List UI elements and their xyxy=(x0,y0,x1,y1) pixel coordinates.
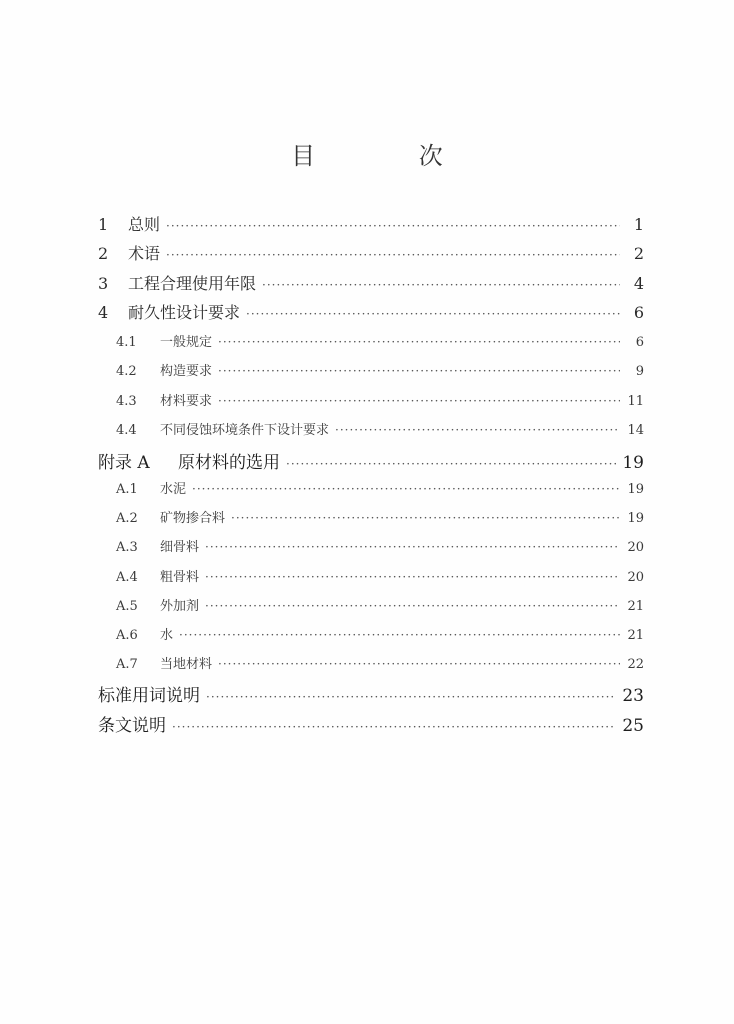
toc-entry-number: A.3 xyxy=(116,540,138,555)
toc-entry-number: A.2 xyxy=(116,511,138,526)
toc-entry-page: 11 xyxy=(627,394,644,409)
toc-entry-label: 材料要求 xyxy=(160,394,213,409)
toc-entry[interactable] xyxy=(116,390,644,412)
toc-entry-number: A.6 xyxy=(116,628,138,643)
dot-leader xyxy=(166,249,620,261)
toc-entry[interactable] xyxy=(116,595,644,617)
dot-leader xyxy=(205,571,620,583)
toc-entry-page: 19 xyxy=(627,482,644,497)
toc-entry-page: 4 xyxy=(633,274,644,293)
dot-leader xyxy=(192,483,620,495)
dot-leader xyxy=(231,512,620,524)
toc-entry-number: A.7 xyxy=(116,657,138,672)
toc-entry-number: 4.2 xyxy=(116,364,137,379)
toc-entry-page: 25 xyxy=(622,716,644,736)
toc-entry-page: 20 xyxy=(627,570,644,585)
toc-entry-page: 1 xyxy=(633,215,644,234)
toc-entry-label: 矿物掺合料 xyxy=(160,511,226,526)
toc-entry-label: 标准用词说明 xyxy=(98,686,200,706)
toc-entry-page: 19 xyxy=(622,453,644,473)
dot-leader xyxy=(172,721,616,733)
dot-leader xyxy=(218,395,620,407)
dot-leader xyxy=(335,424,620,436)
dot-leader xyxy=(218,658,620,670)
dot-leader xyxy=(218,365,620,377)
dot-leader xyxy=(166,220,620,232)
toc-entry-label: 术语 xyxy=(128,244,161,263)
toc-entry-page: 14 xyxy=(627,423,644,438)
toc-entry-number: 2 xyxy=(98,244,109,263)
toc-entry-label: 工程合理使用年限 xyxy=(128,274,257,293)
toc-entry[interactable] xyxy=(116,360,644,382)
toc-entry-number: 4.3 xyxy=(116,394,137,409)
toc-entry-label: 外加剂 xyxy=(160,599,200,614)
toc-entry-label: 耐久性设计要求 xyxy=(128,303,241,322)
toc-entry[interactable] xyxy=(98,711,644,736)
toc-entry-number: 3 xyxy=(98,274,109,293)
dot-leader xyxy=(205,541,620,553)
dot-leader xyxy=(262,279,620,291)
toc-entry-page: 19 xyxy=(627,511,644,526)
dot-leader xyxy=(286,458,616,470)
toc-entry-label: 一般规定 xyxy=(160,335,213,350)
toc-entry[interactable] xyxy=(98,212,644,234)
toc-entry[interactable] xyxy=(116,331,644,353)
toc-entry[interactable] xyxy=(98,300,644,322)
toc-entry[interactable] xyxy=(116,478,644,500)
toc-entry[interactable] xyxy=(116,536,644,558)
toc-entry-page: 22 xyxy=(627,657,644,672)
toc-entry-number: A.5 xyxy=(116,599,138,614)
toc-entry-label: 水泥 xyxy=(160,482,187,497)
toc-entry-page: 20 xyxy=(627,540,644,555)
toc-entry[interactable] xyxy=(116,507,644,529)
toc-entry[interactable] xyxy=(98,241,644,263)
page-title: 目 次 xyxy=(291,142,491,170)
toc-entry-number: 4.4 xyxy=(116,423,137,438)
toc-entry[interactable] xyxy=(116,419,644,441)
toc-entry-number: 4 xyxy=(98,303,109,322)
toc-entry-number: 1 xyxy=(98,215,109,234)
toc-entry-page: 9 xyxy=(635,364,644,379)
toc-entry-label: 总则 xyxy=(128,215,161,234)
toc-entry-number: 附录 A xyxy=(98,453,150,473)
toc-entry-label: 不同侵蚀环境条件下设计要求 xyxy=(160,423,330,438)
toc-entry-page: 21 xyxy=(627,599,644,614)
dot-leader xyxy=(218,336,620,348)
toc-entry-number: 4.1 xyxy=(116,335,137,350)
dot-leader xyxy=(179,629,620,641)
toc-entry-page: 6 xyxy=(633,303,644,322)
toc-entry-page: 21 xyxy=(627,628,644,643)
toc-entry[interactable] xyxy=(98,448,644,473)
toc-entry-label: 细骨料 xyxy=(160,540,200,555)
toc-entry-page: 6 xyxy=(635,335,644,350)
toc-entry-page: 2 xyxy=(633,244,644,263)
dot-leader xyxy=(205,600,620,612)
toc-entry[interactable] xyxy=(116,624,644,646)
dot-leader xyxy=(246,308,620,320)
dot-leader xyxy=(206,691,616,703)
toc-entry-label: 水 xyxy=(160,628,174,643)
toc-entry[interactable] xyxy=(98,271,644,293)
toc-entry[interactable] xyxy=(116,653,644,675)
toc-entry-label: 当地材料 xyxy=(160,657,213,672)
toc-entry-page: 23 xyxy=(622,686,644,706)
toc-entry-label: 粗骨料 xyxy=(160,570,200,585)
toc-entry[interactable] xyxy=(116,566,644,588)
toc-entry-label: 条文说明 xyxy=(98,716,166,736)
toc-entry-number: A.1 xyxy=(116,482,138,497)
toc-entry-number: A.4 xyxy=(116,570,138,585)
toc-entry-label: 构造要求 xyxy=(160,364,213,379)
toc-entry[interactable] xyxy=(98,681,644,706)
toc-entry-label: 原材料的选用 xyxy=(178,453,280,473)
